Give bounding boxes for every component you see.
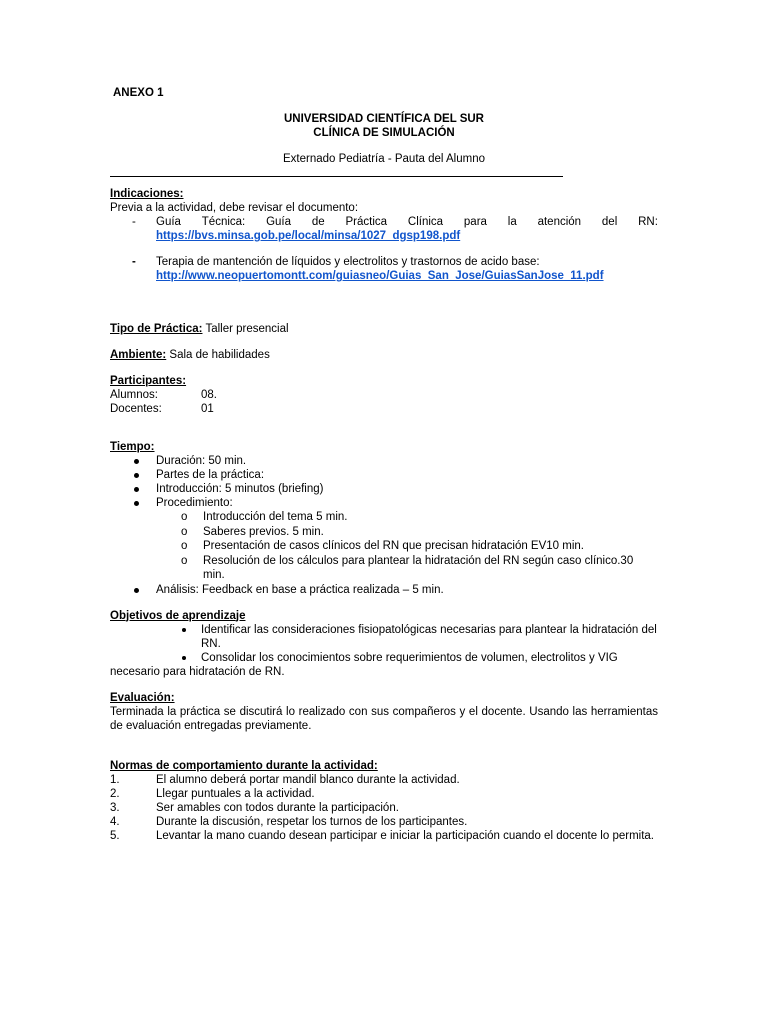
university-title: UNIVERSIDAD CIENTÍFICA DEL SUR bbox=[284, 113, 484, 125]
word: Guía bbox=[156, 216, 181, 228]
participantes-heading: Participantes: bbox=[110, 375, 187, 387]
list-item bbox=[110, 815, 658, 829]
normas-heading: Normas de comportamiento durante la actividad: bbox=[110, 759, 378, 772]
divider-line bbox=[110, 176, 563, 177]
item-text: Ser amables con todos durante la participación. bbox=[156, 801, 399, 814]
circle-marker: o bbox=[181, 540, 188, 552]
list-item: Partes de la práctica: bbox=[110, 468, 658, 482]
indicaciones-heading: Indicaciones: bbox=[110, 188, 184, 200]
evaluacion-heading: Evaluación: bbox=[110, 691, 175, 704]
objetivos-heading: Objetivos de aprendizaje bbox=[110, 609, 246, 622]
ambiente-label: Ambiente: bbox=[110, 349, 167, 361]
word: para bbox=[463, 216, 487, 228]
docentes-row bbox=[110, 402, 658, 416]
alumnos-row bbox=[110, 388, 658, 402]
list-item bbox=[110, 525, 658, 540]
list-item: Procedimiento: bbox=[110, 496, 658, 510]
item-text: Levantar la mano cuando desean participar e iniciar la participación cuando el docente lo permita. bbox=[156, 829, 654, 842]
normas-list bbox=[110, 773, 658, 843]
word: Clínica bbox=[407, 216, 444, 228]
minsa-guide-link[interactable]: https://bvs.minsa.gob.pe/local/minsa/1027_dgsp198.pdf bbox=[156, 230, 461, 242]
list-item bbox=[110, 829, 658, 843]
word: de bbox=[311, 216, 325, 228]
ambiente bbox=[110, 348, 658, 362]
list-item bbox=[110, 539, 658, 554]
annex-label: ANEXO 1 bbox=[113, 87, 164, 99]
list-item: Introducción: 5 minutos (briefing) bbox=[110, 482, 658, 496]
ambiente-value: Sala de habilidades bbox=[166, 349, 270, 361]
item-number: 3. bbox=[110, 801, 120, 814]
list-item: Análisis: Feedback en base a práctica realizada – 5 min. bbox=[110, 583, 658, 597]
list-item bbox=[110, 801, 658, 815]
sub-item-text: Resolución de los cálculos para plantear la hidratación del RN según caso clínico.30 min. bbox=[203, 554, 634, 581]
word: Técnica: bbox=[201, 216, 246, 228]
sub-item-text: Introducción del tema 5 min. bbox=[203, 511, 348, 523]
circle-marker: o bbox=[181, 511, 188, 523]
list-item bbox=[110, 787, 658, 801]
neopuertomontt-guide-link[interactable]: http://www.neopuertomontt.com/guiasneo/Guias_San_Jose/GuiasSanJose_11.pdf bbox=[156, 270, 604, 282]
evaluacion-text: Terminada la práctica se discutirá lo realizado con sus compañeros y el docente. Usando las herramientas de evaluación entregadas previamente. bbox=[110, 705, 658, 732]
indicaciones-intro: Previa a la actividad, debe revisar el documento: bbox=[110, 202, 359, 214]
tiempo-heading: Tiempo: bbox=[110, 441, 155, 453]
procedimiento-sublist bbox=[110, 510, 658, 583]
alumnos-label: Alumnos: bbox=[110, 389, 158, 401]
docentes-label: Docentes: bbox=[110, 403, 162, 415]
tiempo-list-end bbox=[110, 583, 658, 597]
document-item-2 bbox=[110, 255, 658, 283]
item-text: Llegar puntuales a la actividad. bbox=[156, 787, 315, 800]
objetivos-list bbox=[110, 623, 658, 679]
dash-bullet: - bbox=[132, 216, 136, 228]
word: del bbox=[601, 216, 618, 228]
word: Práctica bbox=[345, 216, 388, 228]
tipo-practica-label: Tipo de Práctica: bbox=[110, 323, 203, 335]
sub-item-text: Saberes previos. 5 min. bbox=[203, 525, 324, 538]
list-item bbox=[110, 554, 658, 583]
tipo-practica-value: Taller presencial bbox=[202, 323, 289, 335]
document-item-2-title: Terapia de mantención de líquidos y electrolitos y trastornos de acido base: bbox=[156, 256, 540, 268]
docentes-value: 01 bbox=[201, 403, 214, 415]
list-item bbox=[110, 510, 658, 525]
tiempo-list bbox=[110, 454, 658, 510]
item-number: 2. bbox=[110, 787, 120, 800]
circle-marker: o bbox=[181, 525, 188, 538]
circle-marker: o bbox=[181, 554, 188, 567]
list-item: Identificar las consideraciones fisiopatológicas necesarias para plantear la hidratación del RN. bbox=[110, 623, 658, 651]
word: RN: bbox=[638, 216, 658, 228]
word: Guía bbox=[266, 216, 292, 228]
sub-item-text: Presentación de casos clínicos del RN que precisan hidratación EV10 min. bbox=[203, 540, 584, 552]
item-text: Durante la discusión, respetar los turnos de los participantes. bbox=[156, 815, 468, 828]
document-subtitle: Externado Pediatría - Pauta del Alumno bbox=[282, 153, 485, 165]
list-item: Duración: 50 min. bbox=[110, 454, 658, 468]
list-item: Consolidar los conocimientos sobre requerimientos de volumen, electrolitos y VIG necesario para hidratación de RN. bbox=[110, 651, 658, 679]
alumnos-value: 08. bbox=[201, 389, 217, 401]
word: atención bbox=[537, 216, 582, 228]
document-item-1-title bbox=[156, 215, 658, 229]
item-number: 4. bbox=[110, 815, 120, 828]
dash-bullet: - bbox=[132, 256, 136, 268]
document-item-1 bbox=[110, 215, 658, 243]
list-item bbox=[110, 773, 658, 787]
item-number: 1. bbox=[110, 773, 120, 786]
tipo-practica bbox=[110, 322, 658, 336]
item-number: 5. bbox=[110, 829, 120, 842]
word: la bbox=[507, 216, 517, 228]
document-page bbox=[110, 86, 658, 843]
item-text: El alumno deberá portar mandil blanco durante la actividad. bbox=[156, 773, 460, 786]
clinic-title: CLÍNICA DE SIMULACIÓN bbox=[313, 127, 455, 139]
